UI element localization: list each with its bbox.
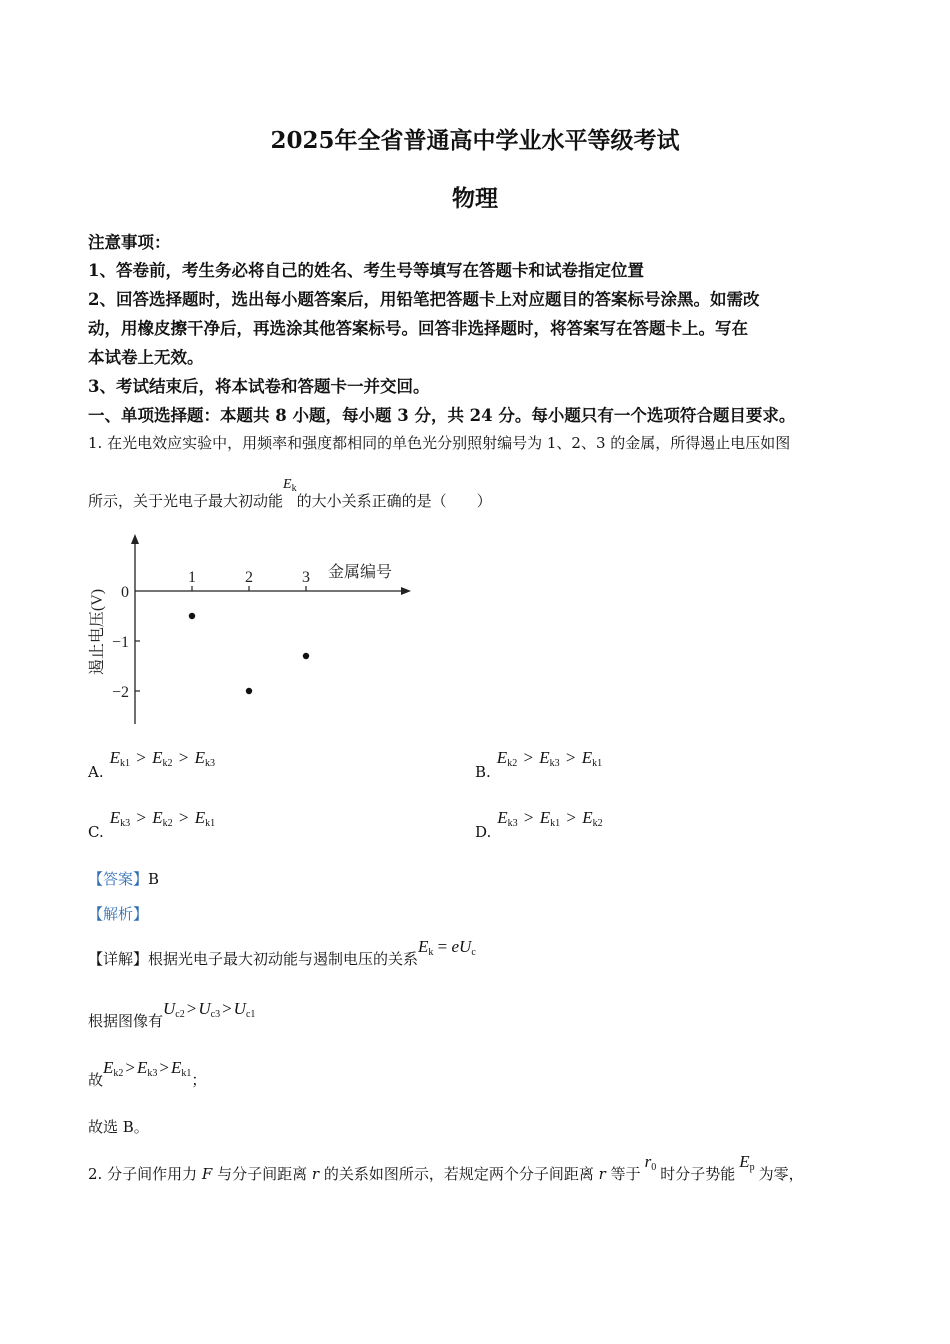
y-axis — [131, 534, 139, 724]
x-tick-label: 3 — [302, 569, 310, 586]
ek-relation: $E_{k2} > E_{k3} > E_{k1}$ — [103, 1058, 192, 1079]
notice-item: 本试卷上无效。 — [88, 348, 204, 367]
notice-item: 动，用橡皮擦干净后，再选涂其他答案标号。回答非选择题时，将答案写在答题卡上。写在 — [88, 319, 748, 338]
notice-heading: 注意事项： — [88, 233, 171, 252]
y-tick-label: 0 — [121, 584, 129, 601]
subject-title: 物理 — [452, 185, 498, 212]
conclusion-line: 故选 B。 — [88, 1118, 149, 1136]
uc-relation: $U_{c2} > U_{c3} > U_{c1}$ — [163, 999, 256, 1020]
exam-title: 2025年全省普通高中学业水平等级考试 — [270, 127, 680, 154]
x-axis-label: 金属编号 — [328, 564, 393, 581]
data-point — [189, 613, 195, 619]
therefore-line: 故$E_{k2} > E_{k3} > E_{k1}$； — [88, 1058, 207, 1089]
notice-item: 3、考试结束后，将本试卷和答题卡一并交回。 — [88, 377, 430, 396]
y-axis-label: 遏止电压(V) — [89, 588, 106, 676]
q1-stem-line1: 1. 在光电效应实验中，用频率和强度都相同的单色光分别照射编号为 1、2、3 的金属，所得遏止电压如图 — [88, 434, 791, 452]
analysis-tag: 【解析】 — [88, 905, 149, 923]
option-c[interactable]: $C.E_{k3} > E_{k2} > E_{k1}$ — [88, 808, 216, 841]
answer-tag: 【答案】 — [88, 870, 149, 888]
data-point — [303, 653, 309, 659]
graph-line: 根据图像有$U_{c2} > U_{c3} > U_{c1}$ — [88, 999, 256, 1030]
answer-value: B — [148, 870, 160, 888]
data-point — [246, 688, 252, 694]
x-axis — [135, 587, 411, 595]
x-tick-label: 1 — [188, 569, 196, 586]
notice-item: 2、回答选择题时，选出每小题答案后，用铅笔把答题卡上对应题目的答案标号涂黑。如需改 — [88, 290, 760, 309]
option-b[interactable]: $B.E_{k2} > E_{k3} > E_{k1}$ — [475, 748, 603, 781]
answer-line — [88, 868, 159, 889]
notice-item: 1、答卷前，考生务必将自己的姓名、考生号等填写在答题卡和试卷指定位置 — [88, 261, 644, 280]
x-tick-label: 2 — [245, 569, 253, 586]
q1-chart — [80, 532, 420, 732]
option-a[interactable]: $A.E_{k1} > E_{k2} > E_{k3}$ — [88, 748, 215, 781]
chart-layer — [112, 569, 310, 701]
y-tick-label: −2 — [111, 684, 129, 701]
section-heading: 一、单项选择题：本题共 8 小题，每小题 3 分，共 24 分。每小题只有一个选项符合题目要求。 — [88, 406, 796, 425]
y-tick-label: −1 — [111, 634, 129, 651]
q1-stem-line2: 所示，关于光电子最大初动能$E_k$的大小关系正确的是（ ） — [88, 477, 492, 510]
detail-line: 【详解】根据光电子最大初动能与遏制电压的关系$E_k = eU_c$ — [88, 937, 476, 968]
option-d[interactable]: $D.E_{k3} > E_{k1} > E_{k2}$ — [475, 808, 603, 841]
q2-stem: 2. 分子间作用力 F 与分子间距离 r 的关系如图所示，若规定两个分子间距离 r 等于$r_0$ 时分子势能$E_p$ 为零， — [88, 1152, 804, 1183]
ek-symbol: $E_k$ — [283, 477, 297, 494]
ek-formula: $E_k = eU_c$ — [418, 937, 476, 958]
